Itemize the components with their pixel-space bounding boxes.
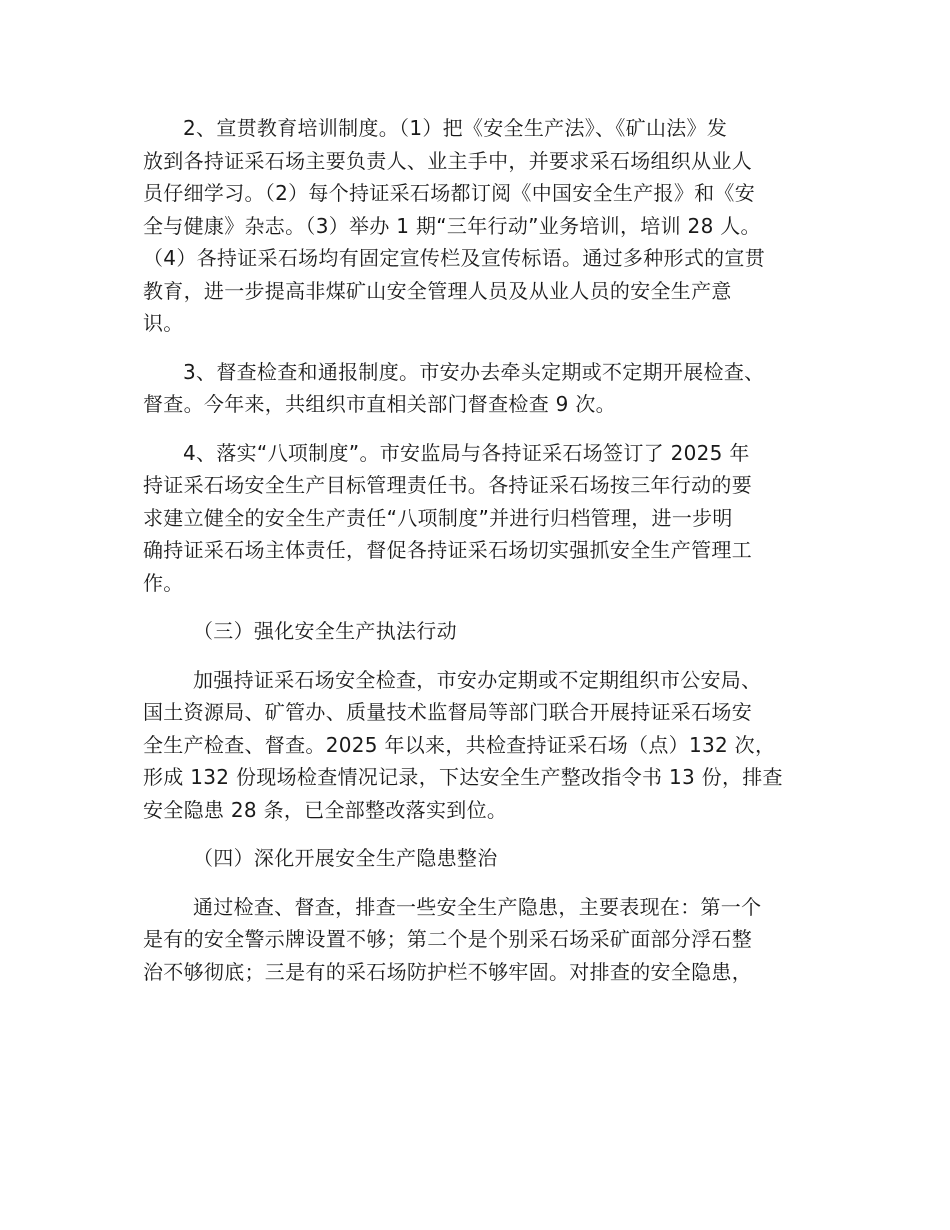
paragraph-gap — [143, 826, 808, 842]
text-line: 3、督查检查和通报制度。市安办去牵头定期或不定期开展检查、 — [183, 359, 765, 384]
text-line: 识。 — [143, 311, 184, 335]
text-line: 治不够彻底；三是有的采石场防护栏不够牢固。对排查的安全隐患， — [143, 959, 752, 984]
paragraph-gap — [143, 648, 808, 664]
section-heading — [143, 615, 808, 648]
paragraph-gap — [143, 875, 808, 891]
paragraph-gap — [143, 340, 808, 356]
paragraph-gap — [143, 599, 808, 615]
text-line: 安全隐患 28 条，已全部整改落实到位。 — [143, 797, 508, 822]
paragraph — [143, 356, 808, 421]
section-heading — [143, 842, 808, 875]
text-line: 确持证采石场主体责任，督促各持证采石场切实强抓安全生产管理工 — [143, 538, 752, 562]
text-line: 放到各持证采石场主要负责人、业主手中，并要求采石场组织从业人 — [143, 148, 752, 173]
text-line: 全生产检查、督查。2025 年以来，共检查持证采石场（点）132 次， — [143, 732, 776, 757]
text-line: 4、落实“八项制度”。市安监局与各持证采石场签订了 2025 年 — [183, 440, 750, 465]
text-line: 教育，进一步提高非煤矿山安全管理人员及从业人员的安全生产意 — [143, 278, 732, 303]
paragraph — [143, 437, 808, 600]
text-line: （四）深化开展安全生产隐患整治 — [193, 846, 498, 870]
text-line: 员仔细学习。（2）每个持证采石场都订阅《中国安全生产报》和《安 — [143, 181, 756, 205]
text-line: 2、宣贯教育培训制度。（1）把《安全生产法》、《矿山法》发 — [183, 116, 728, 140]
text-line: 持证采石场安全生产目标管理责任书。各持证采石场按三年行动的要 — [143, 473, 752, 497]
text-line: 全与健康》杂志。（3）举办 1 期“三年行动”业务培训，培训 28 人。 — [143, 213, 761, 238]
document-body — [143, 112, 808, 988]
text-line: 国土资源局、矿管办、质量技术监督局等部门联合开展持证采石场安 — [143, 700, 752, 724]
text-line: 形成 132 份现场检查情况记录，下达安全生产整改指令书 13 份，排查 — [143, 765, 783, 789]
text-line: 是有的安全警示牌设置不够；第二个是个别采石场采矿面部分浮石整 — [143, 927, 752, 951]
document-page — [143, 112, 808, 988]
text-line: （4）各持证采石场均有固定宣传栏及宣传标语。通过多种形式的宣贯 — [143, 246, 766, 270]
text-line: 求建立健全的安全生产责任“八项制度”并进行归档管理，进一步明 — [143, 505, 733, 530]
text-line: 作。 — [143, 570, 184, 595]
text-line: 督查。今年来，共组织市直相关部门督查检查 9 次。 — [143, 392, 616, 416]
text-line: 通过检查、督查，排查一些安全生产隐患，主要表现在：第一个 — [193, 894, 762, 919]
paragraph — [143, 891, 808, 989]
paragraph — [143, 664, 808, 827]
paragraph-gap — [143, 421, 808, 437]
text-line: 加强持证采石场安全检查，市安办定期或不定期组织市公安局、 — [193, 667, 762, 692]
paragraph — [143, 112, 808, 340]
text-line: （三）强化安全生产执法行动 — [193, 619, 457, 643]
